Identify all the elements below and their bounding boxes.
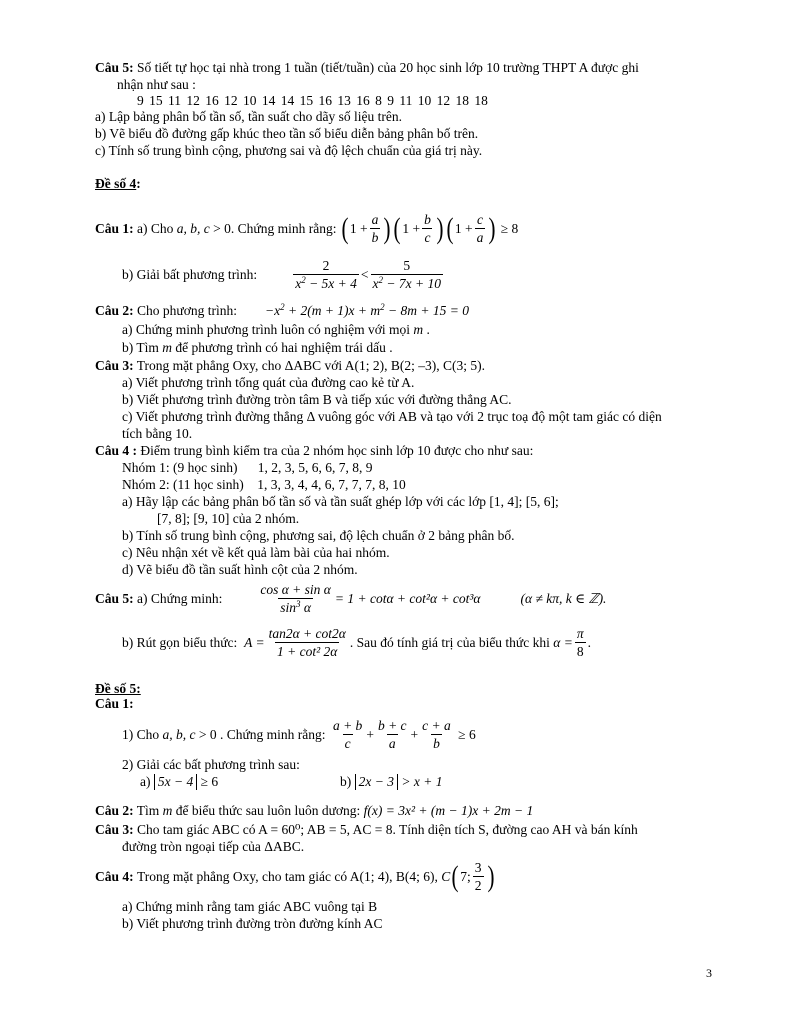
- fraction-ab-over-c: $\frac{a + b}{c}$: [332, 718, 363, 751]
- de4-q3-c-cont: tích bằng 10.: [122, 426, 193, 441]
- de4-q3-c: c) Viết phương trình đường thẳng Δ vuông góc với AB và tạo với 2 trục toạ độ một tam giác có diện: [122, 409, 662, 424]
- de4-q2: Câu 2: Cho phương trình: $-x^2 + 2(m + 1)x + m^2 - 8m + 15 = 0$: [95, 302, 469, 318]
- de4-q4-group-2: Nhóm 2: (11 học sinh) 1, 3, 3, 4, 4, 6, 7, 7, 7, 8, 10: [122, 477, 406, 492]
- fraction-bc-over-a: $\frac{b + c}{a}$: [377, 718, 407, 751]
- de4-q4-b: b) Tính số trung bình cộng, phương sai, độ lệch chuẩn ở 2 bảng phân bố.: [122, 528, 515, 543]
- de4-q4: Câu 4 : Điểm trung bình kiểm tra của 2 nhóm học sinh lớp 10 được cho như sau:: [95, 443, 534, 458]
- fraction-b-over-c: $\frac{b}{c}$: [424, 212, 431, 245]
- de4-q1-b: b) Giải bất phương trình: $\frac{2}{x^2 - 5x + 4}$ < $\frac{5}{x^2 - 7x + 10}$: [122, 258, 441, 291]
- de4-q2-b: b) Tìm m để phương trình có hai nghiệm trái dấu .: [122, 340, 393, 355]
- quadratic-equation: $-x^2 + 2(m + 1)x + m^2 - 8m + 15 = 0$: [264, 302, 469, 318]
- pi-over-8-fraction: $\frac{\pi}{8}$: [576, 626, 584, 659]
- de5-title: Đề số 5:: [95, 681, 141, 696]
- q5-line-2: nhận như sau :: [117, 77, 196, 92]
- de5-cau1-label: Câu 1:: [95, 696, 134, 711]
- de4-q4-d: d) Vẽ biểu đồ tần suất hình cột của 2 nhóm.: [122, 562, 358, 577]
- q5-part-a: a) Lập bảng phân bố tần số, tần suất cho dãy số liệu trên.: [95, 109, 403, 124]
- de4-q1-a: Câu 1: a) Cho a, b, c > 0. Chứng minh rằng: ( 1 + $\frac{a}{b}$ ) ( 1 + $\frac{b}{c}$ ) ( 1 + $\frac{c}{a}$ ) ≥ 8: [95, 211, 519, 245]
- de5-ineq-b: b) 2x − 3 > x + 1: [340, 774, 443, 789]
- de5-q4: Câu 4: Trong mặt phẳng Oxy, cho tam giác có A(1; 4), B(4; 6), C ( 7; $\frac{3}{2}$ ): [95, 859, 495, 893]
- q5-part-c: c) Tính số trung bình cộng, phương sai và độ lệch chuẩn của giá trị này.: [95, 143, 483, 158]
- de4-q4-group-1: Nhóm 1: (9 học sinh) 1, 2, 3, 5, 6, 6, 7, 8, 9: [122, 460, 373, 475]
- expression-A-fraction: $\frac{\tan 2\alpha + \cot 2\alpha}{\text{1 + cot² 2α}}$: [268, 626, 346, 659]
- de4-q3-a: a) Viết phương trình tổng quát của đường cao kẻ từ A.: [122, 375, 415, 390]
- de4-title: Đề số 4:: [95, 176, 141, 191]
- q5-line-1: Câu 5: Số tiết tự học tại nhà trong 1 tuần (tiết/tuần) của 20 học sinh lớp 10 trường THPT A được ghi: [95, 60, 639, 75]
- de5-q1-1: 1) Cho a, b, c > 0 . Chứng minh rằng: $\frac{a + b}{c}$ + $\frac{b + c}{a}$ + $\frac{c + a}{b}$ ≥ 6: [122, 718, 476, 751]
- de4-q4-c: c) Nêu nhận xét về kết quả làm bài của hai nhóm.: [122, 545, 390, 560]
- q5-data-row: 9 15 11 12 16 12 10 14 14 15 16 13 16 8 9 11 10 12 18 18: [137, 93, 488, 108]
- inequality-left-fraction: $\frac{2}{x^2 - 5x + 4}$: [295, 258, 357, 291]
- de4-q3: Câu 3: Trong mặt phẳng Oxy, cho ΔABC với A(1; 2), B(2; –3), C(3; 5).: [95, 358, 485, 373]
- de4-q5-b: b) Rút gọn biểu thức: A = $\frac{\tan 2\alpha + \cot 2\alpha}{\text{1 + cot² 2α}}$ . Sau đó tính giá trị của biểu thức khi α = $\frac{\pi}{8}$ .: [122, 626, 591, 659]
- de5-q2: Câu 2: Tìm m để biểu thức sau luôn luôn dương: f(x) = 3x² + (m − 1)x + 2m − 1: [95, 803, 534, 818]
- de5-q4-a: a) Chứng minh rằng tam giác ABC vuông tại B: [122, 899, 378, 914]
- de4-q4-a: a) Hãy lập các bảng phân bố tần số và tần suất ghép lớp với các lớp [1, 4]; [5, 6];: [122, 494, 559, 509]
- inequality-right-fraction: $\frac{5}{x^2 - 7x + 10}$: [372, 258, 441, 291]
- de4-q5-a: Câu 5: a) Chứng minh: $\frac{\text{cos α + sin α}}{\sin^3 \alpha}$ = 1 + cotα + cot²α + cot³α (α ≠ kπ, k ∈ ℤ).: [95, 582, 607, 615]
- de4-q4-a-cont: [7, 8]; [9, 10] của 2 nhóm.: [157, 511, 300, 526]
- fraction-ca-over-b: $\frac{c + a}{b}$: [422, 718, 451, 751]
- point-C-fraction: $\frac{3}{2}$: [474, 860, 482, 893]
- page-number: 3: [706, 966, 712, 980]
- fraction-a-over-b: $\frac{a}{b}$: [371, 212, 379, 245]
- de5-ineq-a: a) 5x − 4 ≥ 6: [140, 774, 219, 789]
- de5-q1-2: 2) Giải các bất phương trình sau:: [122, 757, 300, 772]
- trig-fraction: $\frac{\text{cos α + sin α}}{\sin^3 \alpha}$: [260, 582, 331, 615]
- de4-q3-b: b) Viết phương trình đường tròn tâm B và tiếp xúc với đường thẳng AC.: [122, 392, 512, 407]
- de5-q4-b: b) Viết phương trình đường tròn đường kính AC: [122, 916, 383, 931]
- fraction-c-over-a: $\frac{c}{a}$: [476, 212, 484, 245]
- q5-part-b: b) Vẽ biểu đồ đường gấp khúc theo tần số biểu diễn bảng phân bố trên.: [95, 126, 479, 141]
- de5-q3-cont: đường tròn ngoại tiếp của ΔABC.: [122, 839, 305, 854]
- de4-q2-a: a) Chứng minh phương trình luôn có nghiệm với mọi m .: [122, 322, 430, 337]
- de5-q3: Câu 3: Cho tam giác ABC có A = 60⁰; AB = 5, AC = 8. Tính diện tích S, đường cao AH và bán kính: [95, 822, 638, 837]
